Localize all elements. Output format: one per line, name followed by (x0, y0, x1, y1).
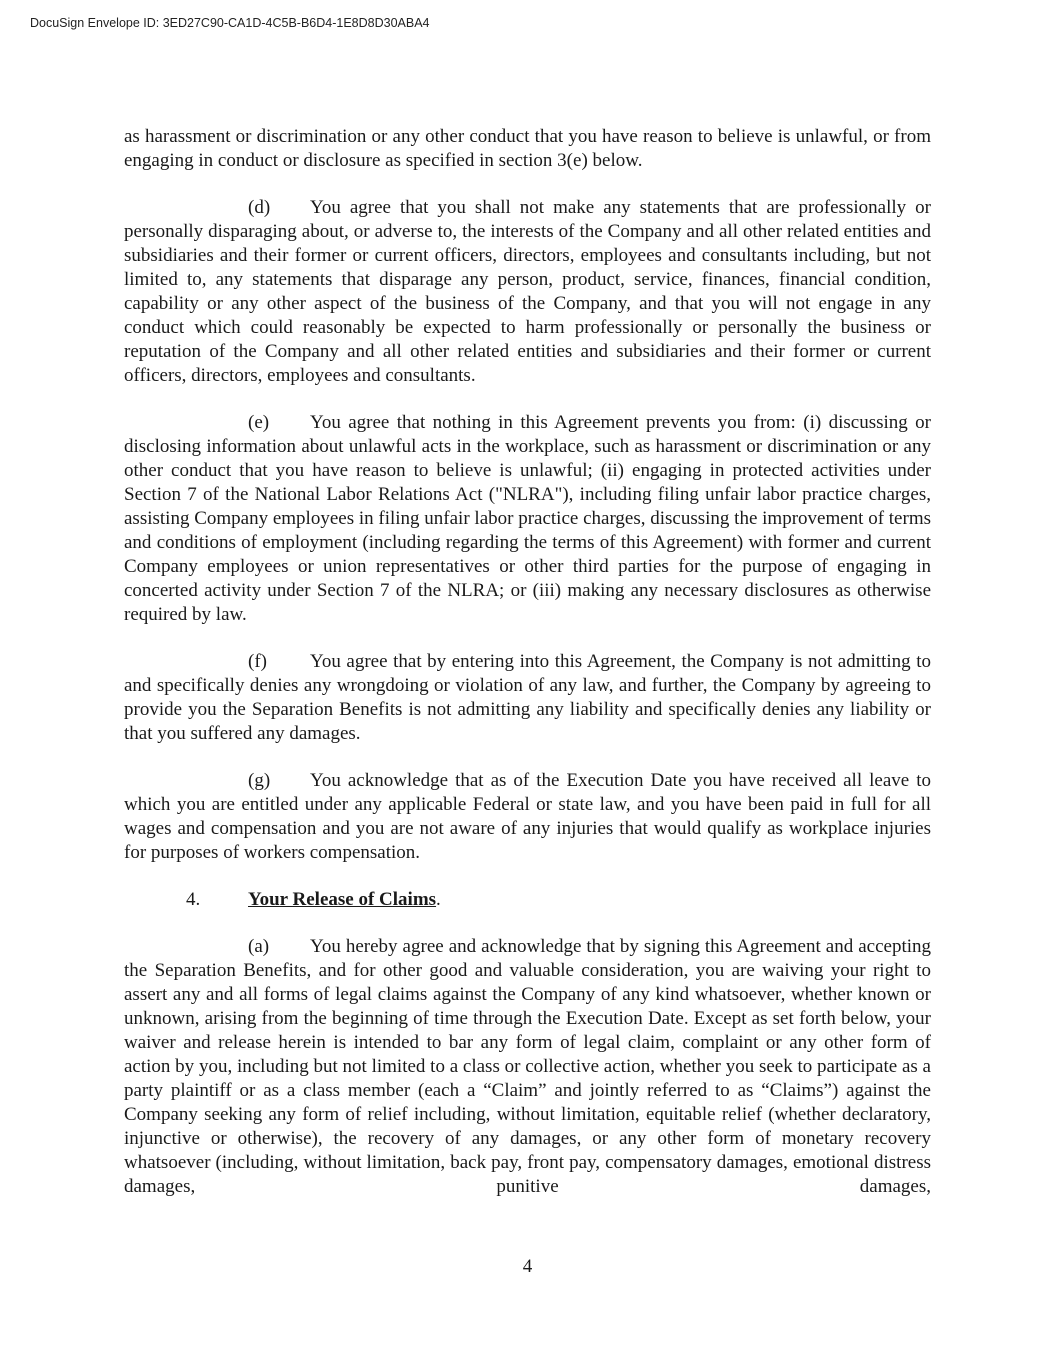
paragraph-text: You agree that by entering into this Agreement, the Company is not admitting to and specifically denies any wrongdoing or violation of any law, and further, the Company by agreeing to provide you the Separation Benefits is not admitting any liability and specifically denies any liability or that you suffered any damages. (124, 651, 931, 744)
section-title: Your Release of Claims (248, 889, 437, 910)
paragraph-continuation: as harassment or discrimination or any other conduct that you have reason to believe is unlawful, or from engaging in conduct or disclosure as specified in section 3(e) below. (124, 126, 931, 171)
page-number: 4 (522, 1256, 533, 1277)
document-body (124, 125, 931, 1222)
paragraph-text: You agree that you shall not make any statements that are professionally or personally disparaging about, or adverse to, the interests of the Company and all other related entities and subsidiaries and their former or current officers, directors, employees and consultants including, but not limited to, any statements that disparage any person, product, service, finances, financial condition, capability or any other aspect of the business of the Company, and that you will not engage in any conduct which could reasonably be expected to harm professionally or personally the business or reputation of the Company and all other related entities and subsidiaries and their former or current officers, directors, employees and consultants. (124, 197, 931, 386)
paragraph-text: You acknowledge that as of the Execution Date you have received all leave to which you are entitled under any applicable Federal or state law, and you have been paid in full for all wages and compensation and you are not aware of any injuries that would qualify as workplace injuries for purposes of workers compensation. (124, 770, 931, 863)
paragraph-label: (e) (248, 412, 270, 433)
paragraph-label: (g) (248, 770, 271, 791)
paragraph-f (124, 650, 931, 746)
paragraph-g (124, 769, 931, 865)
envelope-id: DocuSign Envelope ID: 3ED27C90-CA1D-4C5B-B6D4-1E8D8D30ABA4 (30, 16, 430, 30)
paragraph-label: (d) (248, 197, 271, 218)
paragraph-e (124, 411, 931, 627)
paragraph-4a (124, 935, 931, 1199)
section-number: 4. (186, 889, 201, 910)
paragraph-label: (f) (248, 651, 267, 672)
paragraph-text: You hereby agree and acknowledge that by signing this Agreement and accepting the Separation Benefits, and for other good and valuable consideration, you are waiving your right to assert any and all forms of legal claims against the Company of any kind whatsoever, whether known or unknown, arising from the beginning of time through the Execution Date. Except as set forth below, your waiver and release herein is intended to bar any form of legal claim, complaint or any other form of action by you, including but not limited to a class or collective action, whether you seek to participate as a party plaintiff or as a class member (each a “Claim” and jointly referred to as “Claims”) against the Company seeking any form of relief including, without limitation, equitable relief (whether declaratory, injunctive or otherwise), the recovery of any damages, or any other form of monetary recovery whatsoever (including, without limitation, back pay, front pay, compensatory damages, emotional distress damages, punitive damages, (124, 936, 931, 1197)
section-4-heading (124, 888, 931, 912)
paragraph-text: You agree that nothing in this Agreement prevents you from: (i) discussing or disclosing information about unlawful acts in the workplace, such as harassment or discrimination or any other conduct that you have reason to believe is unlawful; (ii) engaging in protected activities under Section 7 of the National Labor Relations Act ("NLRA"), including filing unfair labor practice charges, assisting Company employees in filing unfair labor practice charges, discussing the improvement of terms and conditions of employment (including regarding the terms of this Agreement) with former and current Company employees or union representatives or other third parties for the purpose of engaging in concerted activity under Section 7 of the NLRA; or (iii) making any necessary disclosures as otherwise required by law. (124, 412, 931, 625)
section-title-suffix: . (436, 889, 441, 910)
paragraph-d (124, 196, 931, 388)
paragraph-label: (a) (248, 936, 270, 957)
